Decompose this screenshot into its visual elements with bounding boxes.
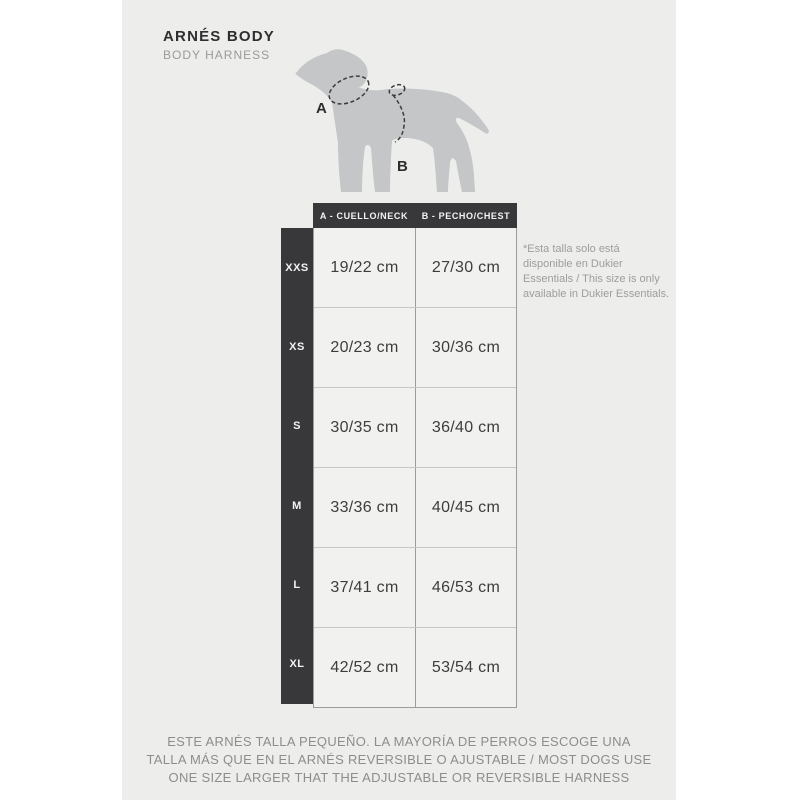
note-line: disponible en Dukier [523,258,623,270]
table-body [313,228,517,708]
table-row [314,467,516,547]
table-header [313,203,517,228]
chest-value: 36/40 cm [431,418,501,436]
size-label: XS [289,340,305,353]
table-row [314,547,516,627]
page-subtitle: BODY HARNESS [163,48,271,62]
footer-line: TALLA MÁS QUE EN EL ARNÉS REVERSIBLE O AJUSTABLE / MOST DOGS USE [146,752,652,767]
table-row [314,387,516,467]
table-row [314,307,516,387]
note-line: *Esta talla solo está [523,243,620,255]
size-label: M [292,499,302,512]
chest-value: 46/53 cm [431,578,501,596]
footer-line: ESTE ARNÉS TALLA PEQUEÑO. LA MAYORÍA DE PERROS ESCOGE UNA [167,734,631,749]
size-label: L [293,578,301,591]
neck-value: 19/22 cm [314,228,416,307]
size-column [281,228,313,704]
neck-label: A [316,100,327,117]
size-label: XXS [285,261,309,274]
availability-note [523,242,673,302]
neck-value: 30/35 cm [314,388,416,467]
page-title: ARNÉS BODY [163,28,276,45]
column-header-neck: A - CUELLO/NECK [319,210,409,221]
sizing-advice [122,733,676,787]
size-label: S [293,420,301,433]
chest-value: 53/54 cm [431,658,501,676]
dog-measurement-diagram [285,45,505,205]
title-block [163,28,275,62]
measurement-table [313,203,517,708]
chest-label: B [397,158,408,175]
chest-value: 40/45 cm [431,498,501,516]
neck-value: 37/41 cm [314,548,416,627]
neck-value: 20/23 cm [314,308,416,387]
note-line: available in Dukier Essentials. [523,288,670,300]
dog-silhouette-icon [296,49,489,192]
size-label: XL [289,658,305,671]
footer-line: ONE SIZE LARGER THAT THE ADJUSTABLE OR REVERSIBLE HARNESS [168,770,630,785]
chest-value: 27/30 cm [431,258,501,276]
table-row [314,627,516,707]
column-header-chest: B - PECHO/CHEST [421,210,511,221]
neck-value: 42/52 cm [314,628,416,707]
note-line: Essentials / This size is only [523,273,660,285]
table-row [314,228,516,307]
chest-value: 30/36 cm [431,338,501,356]
neck-value: 33/36 cm [314,468,416,547]
